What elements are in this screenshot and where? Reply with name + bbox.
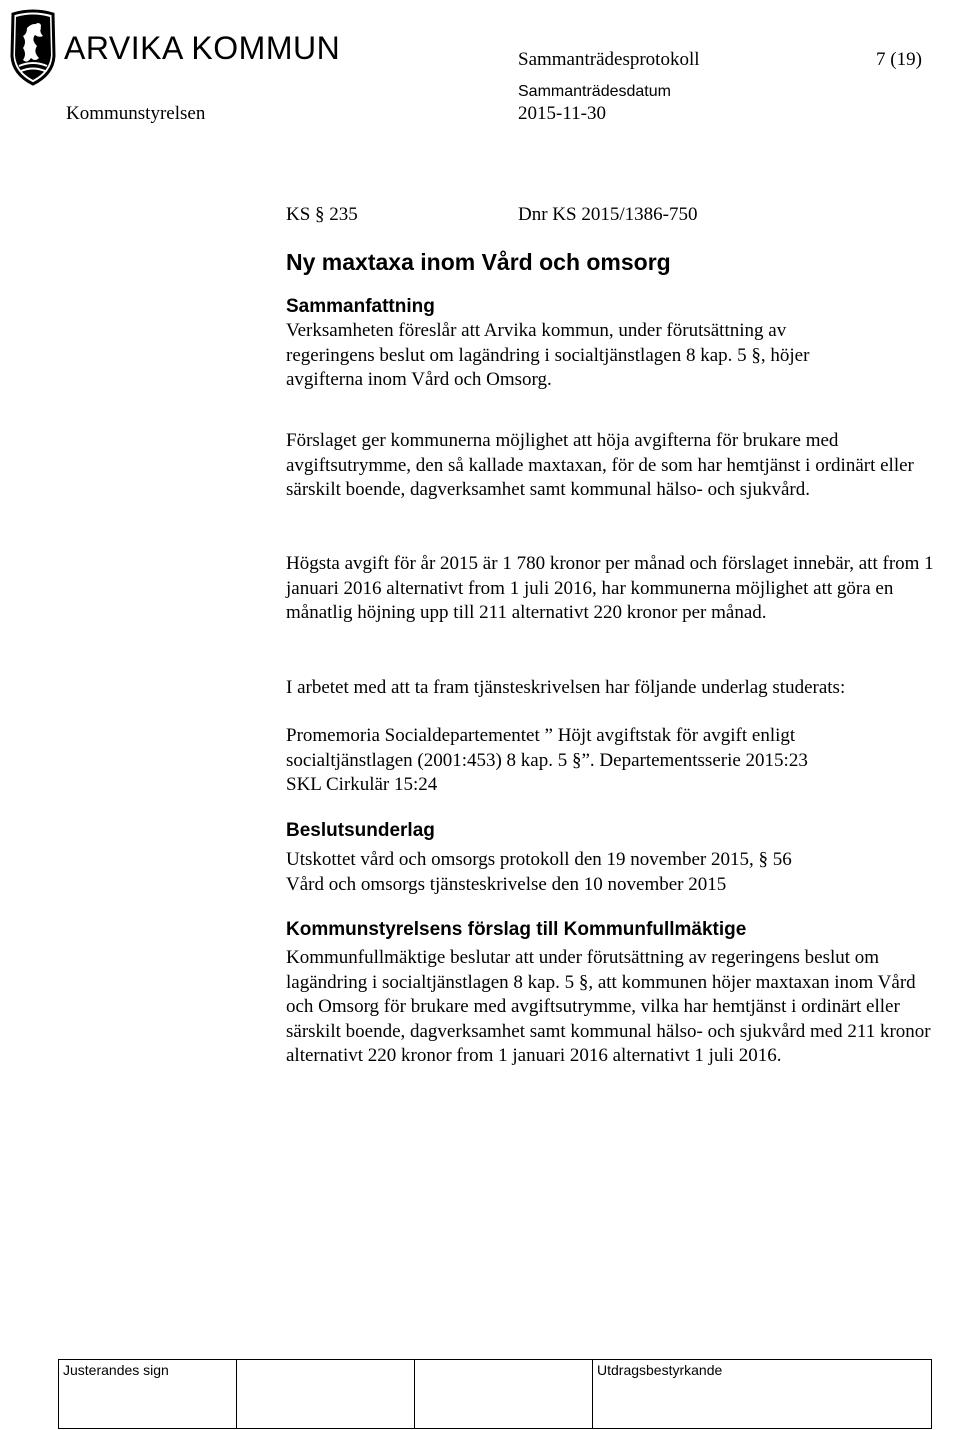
extract-verification-label: Utdragsbestyrkande <box>597 1362 723 1378</box>
summary-paragraph-3: Högsta avgift för år 2015 är 1 780 kronor per månad och förslaget innebär, att from 1 januari 2016 alternativt from 1 juli 2016, har kommunerna möjlighet att göra en månatlig höjning upp till 211 alternativt 220 kronor per månad. <box>286 553 934 623</box>
summary-paragraph-1: Verksamheten föreslår att Arvika kommun, under förutsättning av regeringens beslut om lagändring i socialtjänstlagen 8 kap. 5 §, höjer avgifterna inom Vård och Omsorg. <box>286 320 810 390</box>
proposal-heading: Kommunstyrelsens förslag till Kommunfullmäktige <box>286 919 747 940</box>
document-type: Sammanträdesprotokoll <box>518 49 700 70</box>
page-number: 7 (19) <box>876 49 922 70</box>
basis-item: Utskottet vård och omsorgs protokoll den 19 november 2015, § 56 <box>286 849 792 870</box>
brand-name: ARVIKA KOMMUN <box>64 30 341 66</box>
committee-name: Kommunstyrelsen <box>66 103 206 124</box>
meeting-date-label: Sammanträdesdatum <box>518 83 671 100</box>
signature-box <box>414 1359 593 1429</box>
summary-heading: Sammanfattning <box>286 296 435 317</box>
signature-box <box>236 1359 415 1429</box>
coat-of-arms-logo <box>5 8 61 88</box>
proposal-text: Kommunfullmäktige beslutar att under förutsättning av regeringens beslut om lagändring i socialtjänstlagen 8 kap. 5 §, att kommunen höjer maxtaxan inom Vård och Omsorg för brukare med avgiftsutrymme, vilka har hemtjänst i ordinärt eller särskilt boende, dagverksamhet samt kommunal hälso- och sjukvård med 211 kronor alternativt 220 kronor from 1 januari 2016 alternativt 1 juli 2016. <box>286 947 931 1066</box>
meeting-date: 2015-11-30 <box>518 103 606 124</box>
case-number: KS § 235 <box>286 204 358 225</box>
summary-paragraph-4: I arbetet med att ta fram tjänsteskrivelsen har följande underlag studerats: <box>286 677 846 698</box>
case-dnr: Dnr KS 2015/1386-750 <box>518 204 698 225</box>
basis-heading: Beslutsunderlag <box>286 820 435 841</box>
summary-paragraph-2: Förslaget ger kommunerna möjlighet att höja avgifterna för brukare med avgiftsutrymme, den så kallade maxtaxan, för de som har hemtjänst i ordinärt eller särskilt boende, dagverksamhet samt kommunal hälso- och sjukvård. <box>286 430 914 500</box>
reference-item: Promemoria Socialdepartementet ” Höjt avgiftstak för avgift enligt socialtjänstlagen (2001:453) 8 kap. 5 §”. Departementsserie 2015:23 <box>286 725 808 771</box>
basis-item: Vård och omsorgs tjänsteskrivelse den 10 november 2015 <box>286 874 727 895</box>
case-title: Ny maxtaxa inom Vård och omsorg <box>286 249 671 275</box>
reference-item: SKL Cirkulär 15:24 <box>286 774 438 795</box>
signature-label: Justerandes sign <box>63 1362 169 1378</box>
